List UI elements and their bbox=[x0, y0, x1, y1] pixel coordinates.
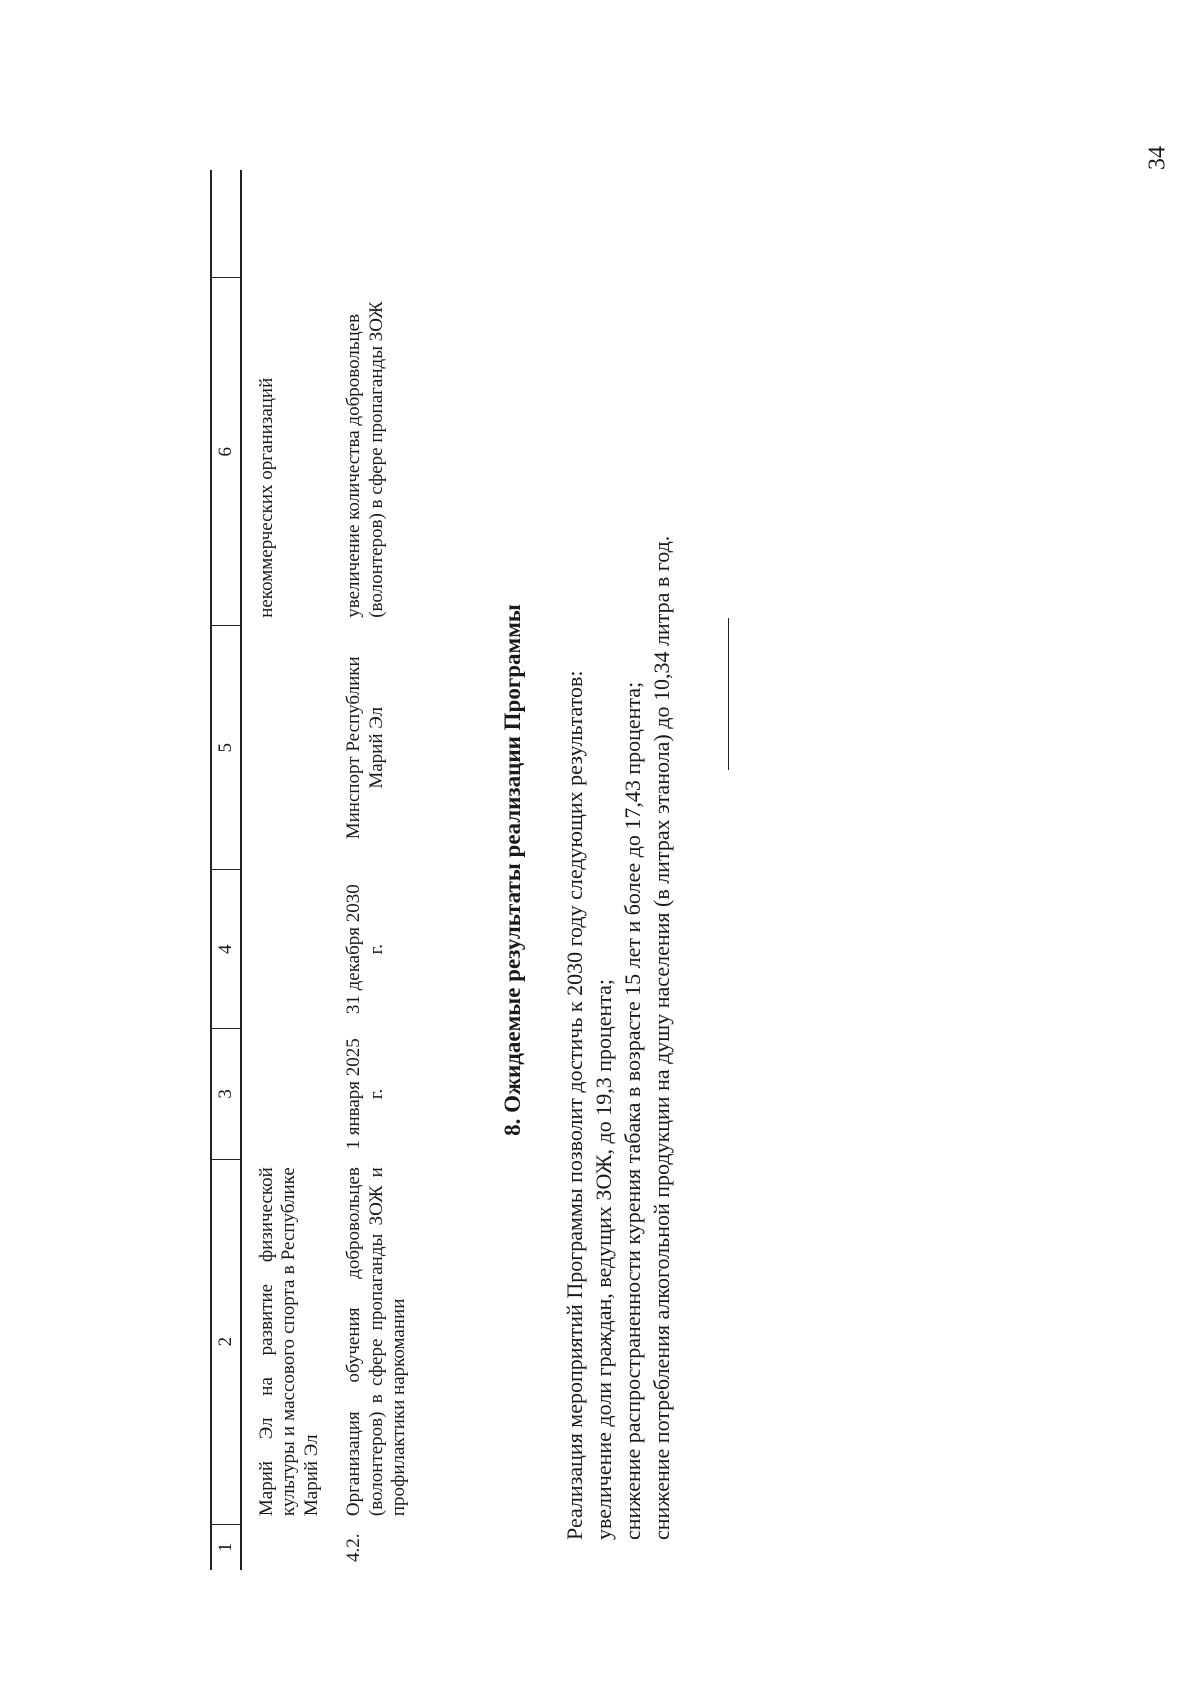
executor: Минспорт Республики Марий Эл bbox=[343, 656, 387, 840]
extra-cell bbox=[241, 170, 329, 278]
result-item: снижение распространенности курения табака в возрасте 15 лет и более до 17,43 процента; bbox=[620, 681, 645, 1540]
table-header-row bbox=[211, 170, 241, 1570]
result-item: увеличение доли граждан, ведущих ЗОЖ, до 19,3 процента; bbox=[591, 978, 616, 1540]
measure-name: Марий Эл на развитие физической культуры и массового спорта в Республике Марий Эл bbox=[256, 1167, 322, 1517]
column-header: 2 bbox=[211, 1159, 241, 1524]
page-number: 34 bbox=[1144, 146, 1171, 170]
rotated-page-content bbox=[210, 150, 730, 1570]
result-item: снижение потребления алкогольной продукции на душу населения (в литрах этанола) до 10,34 литра в год. bbox=[649, 535, 674, 1540]
executor bbox=[241, 626, 329, 870]
table-row bbox=[241, 170, 329, 1570]
end-date bbox=[241, 870, 329, 1029]
extra-cell bbox=[329, 170, 416, 278]
table-row bbox=[329, 170, 416, 1570]
row-number: 4.2. bbox=[343, 1533, 365, 1562]
expected-result: некоммерческих организаций bbox=[256, 377, 277, 618]
column-header: 4 bbox=[211, 870, 241, 1029]
expected-result: увеличение количества добровольцев (волонтеров) в сфере пропаганды ЗОЖ bbox=[343, 301, 387, 618]
results-intro: Реализация мероприятий Программы позволит достичь к 2030 году следующих результатов: bbox=[562, 670, 587, 1540]
column-header: 3 bbox=[211, 1029, 241, 1160]
closing-divider bbox=[728, 618, 729, 770]
start-date: 1 января 2025 г. bbox=[343, 1038, 387, 1150]
section-heading: 8. Ожидаемые результаты реализации Программы bbox=[500, 604, 525, 1136]
measures-table bbox=[210, 170, 416, 1570]
column-header bbox=[211, 170, 241, 278]
expected-results-text bbox=[560, 200, 676, 1540]
column-header: 5 bbox=[211, 626, 241, 870]
column-header: 1 bbox=[211, 1524, 241, 1570]
measure-name: Организация обучения добровольцев (волонтеров) в сфере пропаганды ЗОЖ и профилактики наркомании bbox=[343, 1167, 410, 1517]
start-date bbox=[241, 1029, 329, 1160]
end-date: 31 декабря 2030 г. bbox=[343, 884, 387, 1015]
row-number bbox=[241, 1524, 329, 1570]
column-header: 6 bbox=[211, 278, 241, 626]
